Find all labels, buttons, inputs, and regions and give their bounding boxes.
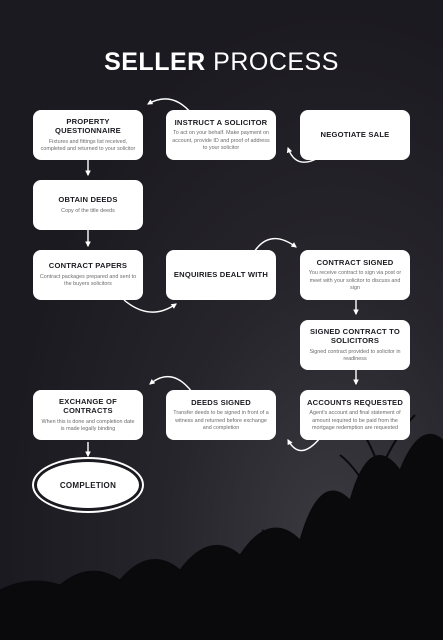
step-title: OBTAIN DEEDS [58,195,118,205]
step-title: INSTRUCT A SOLICITOR [174,117,268,127]
step-title: SIGNED CONTRACT TO SOLICITORS [310,326,400,346]
step-enquiries [166,250,276,300]
step-title: PROPERTY QUESTIONNAIRE [55,116,121,136]
step-title: NEGOTIATE SALE [320,130,390,140]
step-title: CONTRACT PAPERS [48,261,128,271]
completion-label: COMPLETION [59,480,117,490]
step-title: ENQUIRIES DEALT WITH [173,270,269,280]
step-obtain-deeds [33,180,143,230]
step-title: EXCHANGE OF CONTRACTS [59,396,117,416]
page-title [0,48,443,77]
step-title: ACCOUNTS REQUESTED [307,397,403,407]
step-signed-contract-solicitors [300,320,410,370]
step-desc: Agent's account and final statement of amount required to be paid from the mortgage redemption are requested [309,410,401,431]
step-instruct-solicitor [166,110,276,160]
step-negotiate-sale [300,110,410,160]
step-exchange-of-contracts [33,390,143,440]
completion-ellipse [34,459,142,511]
title-light: PROCESS [213,48,339,76]
title-bold: SELLER [104,48,206,76]
step-desc: When this is done and completion date is made legally binding [41,418,135,432]
step-desc: Fixtures and fittings list received, completed and returned to your solicitor [40,138,136,152]
step-title: CONTRACT SIGNED [316,257,394,267]
step-contract-signed [300,250,410,300]
step-desc: Contract packages prepared and sent to the buyers solicitors [39,273,137,288]
step-accounts-requested [300,390,410,440]
step-desc: Transfer deeds to be signed in front of a witness and returned before exchange and completion [173,410,269,431]
step-desc: Signed contract provided to solicitor in readiness [309,348,401,362]
step-contract-papers [33,250,143,300]
step-property-questionnaire [33,110,143,160]
step-desc: You receive contract to sign via post or meet with your solicitor to discuss and sign [308,270,402,291]
step-desc: To act on your behalf. Make payment on account, provide ID and proof of address to your solicitor [172,130,270,151]
step-title: DEEDS SIGNED [191,397,251,407]
step-desc: Copy of the title deeds [61,207,115,214]
step-deeds-signed [166,390,276,440]
